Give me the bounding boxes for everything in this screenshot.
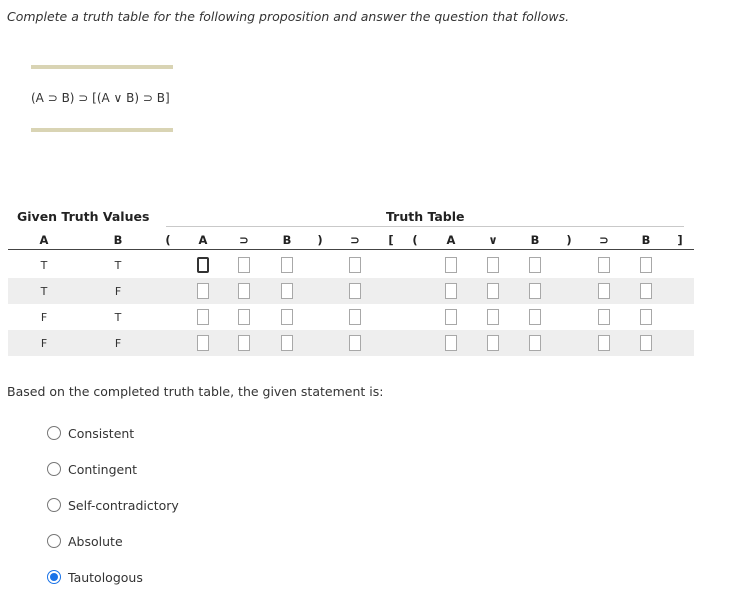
truth-value-input[interactable] [529,283,541,299]
truth-table-title-rule [166,226,684,227]
option-absolute[interactable] [47,533,123,549]
option-self-contradictory[interactable] [47,497,179,513]
option-label: Absolute [68,533,123,549]
truth-value-input[interactable] [281,257,293,273]
truth-value-input[interactable] [238,335,250,351]
given-value-a: T [40,285,48,298]
truth-value-input[interactable] [445,309,457,325]
option-label: Contingent [68,461,138,477]
truth-table-title: Truth Table [386,209,465,224]
truth-value-input[interactable] [640,309,652,325]
truth-value-input[interactable] [598,309,610,325]
radio-button[interactable] [47,534,61,548]
given-value-a: F [40,311,48,324]
truth-value-input[interactable] [445,283,457,299]
truth-value-input[interactable] [598,283,610,299]
truth-value-input[interactable] [281,283,293,299]
truth-value-input[interactable] [238,283,250,299]
truth-value-input[interactable] [445,257,457,273]
option-label: Self-contradictory [68,497,179,513]
truth-value-input[interactable] [238,309,250,325]
truth-value-input[interactable] [197,335,209,351]
table-header-symbol: A [198,233,208,247]
truth-value-input[interactable] [529,257,541,273]
table-header-symbol: ( [165,233,171,247]
table-header-symbol: ⊃ [350,233,360,247]
table-header-symbol: B [530,233,540,247]
table-header-symbol: B [282,233,292,247]
truth-value-input[interactable] [445,335,457,351]
option-label: Tautologous [68,569,143,585]
option-consistent[interactable] [47,425,134,441]
truth-value-input[interactable] [640,335,652,351]
table-header-symbol: ) [566,233,572,247]
truth-value-input[interactable] [640,283,652,299]
truth-value-input[interactable] [598,257,610,273]
table-header-symbol: A [446,233,456,247]
proposition-bottom-rule [31,128,173,132]
radio-button[interactable] [47,426,61,440]
truth-value-input[interactable] [487,335,499,351]
question-text: Based on the completed truth table, the given statement is: [7,384,384,399]
radio-button[interactable] [47,498,61,512]
table-header-symbol: ( [412,233,418,247]
truth-value-input[interactable] [487,257,499,273]
truth-value-input[interactable] [349,335,361,351]
truth-value-input[interactable] [529,309,541,325]
truth-value-input[interactable] [197,309,209,325]
truth-value-input[interactable] [487,283,499,299]
table-header-symbol: ⊃ [239,233,249,247]
table-header-symbol: [ [388,233,394,247]
truth-value-input[interactable] [487,309,499,325]
given-header-a: A [39,233,49,247]
given-value-b: F [114,337,122,350]
table-header-symbol: ] [677,233,683,247]
proposition-top-rule [31,65,173,69]
given-value-b: T [114,311,122,324]
proposition-text: (A ⊃ B) ⊃ [(A ∨ B) ⊃ B] [31,91,170,105]
truth-value-input[interactable] [197,283,209,299]
table-header-rule [8,249,694,250]
truth-value-input[interactable] [529,335,541,351]
given-value-b: T [114,259,122,272]
truth-value-input[interactable] [640,257,652,273]
given-value-a: F [40,337,48,350]
truth-value-input[interactable] [281,309,293,325]
table-header-symbol: ∨ [488,233,498,247]
given-header-b: B [113,233,123,247]
table-header-symbol: ) [317,233,323,247]
radio-button[interactable] [47,570,61,584]
given-values-title: Given Truth Values [17,209,150,224]
table-header-symbol: B [641,233,651,247]
option-tautologous[interactable] [47,569,143,585]
truth-value-input[interactable] [349,283,361,299]
instructions: Complete a truth table for the following proposition and answer the question that follows. [7,9,570,24]
given-value-a: T [40,259,48,272]
option-contingent[interactable] [47,461,137,477]
truth-value-input[interactable] [238,257,250,273]
given-value-b: F [114,285,122,298]
truth-value-input[interactable] [598,335,610,351]
truth-value-input[interactable] [349,309,361,325]
truth-value-input[interactable] [349,257,361,273]
table-header-symbol: ⊃ [599,233,609,247]
truth-value-input[interactable] [281,335,293,351]
truth-value-input[interactable] [197,257,209,273]
radio-button[interactable] [47,462,61,476]
option-label: Consistent [68,425,135,441]
